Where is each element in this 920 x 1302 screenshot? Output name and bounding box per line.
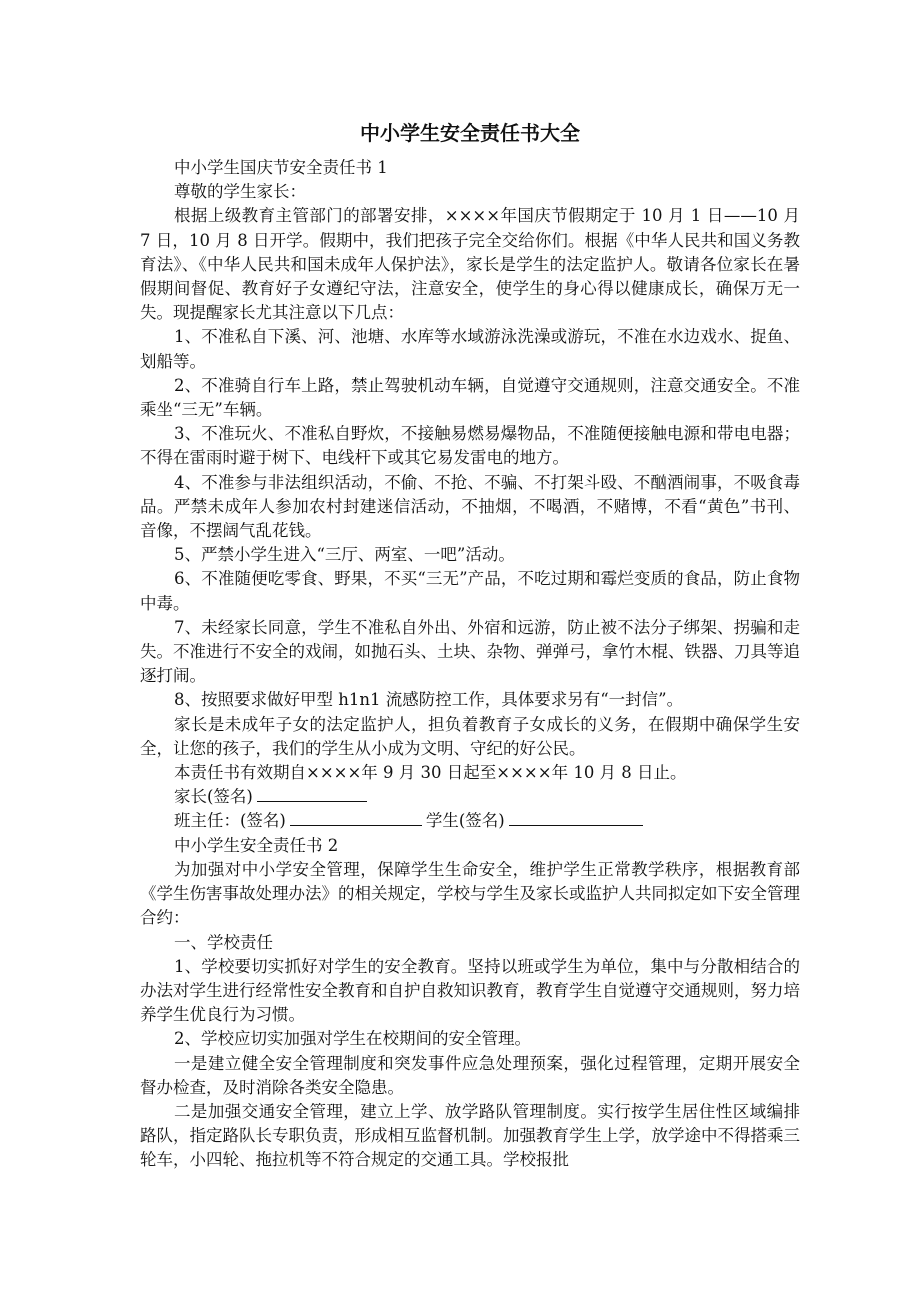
document-title: 中小学生安全责任书大全: [360, 121, 580, 145]
teacher-signature-label: 班主任：(签名): [174, 811, 286, 831]
parent-signature-line: [140, 785, 800, 809]
paragraph: 一是建立健全安全管理制度和突发事件应急处理预案，强化过程管理，定期开展安全督办检查，及时消除各类安全隐患。: [140, 1053, 800, 1097]
paragraph: 中小学生国庆节安全责任书 1: [174, 158, 388, 177]
paragraph: 一、学校责任: [174, 932, 273, 952]
paragraph: 7、未经家长同意，学生不准私自外出、外宿和远游，防止被不法分子绑架、拐骗和走失。不准进行不安全的戏闹，如抛石头、土块、杂物、弹弹弓，拿竹木棍、铁器、刀具等追逐打闹。: [140, 617, 800, 686]
student-signature-label: 学生(签名): [425, 811, 505, 831]
document-page: [140, 118, 800, 1173]
paragraph: 2、学校应切实加强对学生在校期间的安全管理。: [174, 1029, 531, 1049]
paragraph: 1、学校要切实抓好对学生的安全教育。坚持以班或学生为单位，集中与分散相结合的办法对学生进行经常性安全教育和自护自救知识教育，教育学生自觉遵守交通规则，努力培养学生优良行为习惯。: [140, 956, 800, 1025]
paragraph: 中小学生安全责任书 2: [174, 835, 339, 855]
parent-signature-label: 家长(签名): [174, 787, 253, 807]
paragraph: 为加强对中小学安全管理，保障学生生命安全，维护学生正常教学秩序，根据教育部《学生伤害事故处理办法》的相关规定，学校与学生及家长或监护人共同拟定如下安全管理合约：: [140, 859, 800, 928]
paragraph: 8、按照要求做好甲型 h1n1 流感防控工作，具体要求另有“一封信”。: [174, 690, 684, 710]
paragraph: 2、不准骑自行车上路，禁止驾驶机动车辆，自觉遵守交通规则，注意交通安全。不准乘坐“三无”车辆。: [140, 375, 800, 420]
paragraph: 5、严禁小学生进入“三厅、两室、一吧”活动。: [174, 545, 515, 565]
student-signature-blank[interactable]: [509, 809, 643, 826]
paragraph: 本责任书有效期自××××年 9 月 30 日起至××××年 10 月 8 日止。: [174, 763, 687, 783]
teacher-signature-blank[interactable]: [290, 809, 422, 826]
paragraph: 家长是未成年子女的法定监护人，担负着教育子女成长的义务，在假期中确保学生安全，让您的孩子，我们的学生从小成为文明、守纪的好公民。: [140, 714, 800, 758]
paragraph: 根据上级教育主管部门的部署安排，××××年国庆节假期定于 10 月 1 日——10 月 7 日，10 月 8 日开学。假期中，我们把孩子完全交给你们。根据《中华人民共和国义务教育法》、《中华人民共和国未成年人保护法》，家长是学生的法定监护人。敬请各位家长在暑假期间督促、教育好子女遵纪守法，注意安全，使学生的身心得以健康成长，确保万无一失。现提醒家长尤其注意以下几点：: [140, 206, 800, 323]
paragraph: 6、不准随便吃零食、野果，不买“三无”产品，不吃过期和霉烂变质的食品，防止食物中毒。: [140, 569, 800, 613]
parent-signature-blank[interactable]: [257, 785, 367, 802]
paragraph: 二是加强交通安全管理，建立上学、放学路队管理制度。实行按学生居住性区域编排路队，指定路队长专职负责，形成相互监督机制。加强教育学生上学，放学途中不得搭乘三轮车，小四轮、拖拉机等不符合规定的交通工具。学校报批: [140, 1101, 800, 1170]
paragraph: 尊敬的学生家长：: [174, 182, 306, 202]
paragraph: 3、不准玩火、不准私自野炊，不接触易燃易爆物品，不准随便接触电源和带电电器；不得在雷雨时避于树下、电线杆下或其它易发雷电的地方。: [140, 424, 800, 468]
teacher-student-signature-line: [140, 809, 800, 833]
paragraph: 1、不准私自下溪、河、池塘、水库等水域游泳洗澡或游玩，不准在水边戏水、捉鱼、划船等。: [140, 327, 800, 371]
paragraph: 4、不准参与非法组织活动，不偷、不抢、不骗、不打架斗殴、不酗酒闹事，不吸食毒品。严禁未成年人参加农村封建迷信活动，不抽烟，不喝酒，不赌博，不看“黄色”书刊、音像，不摆阔气乱花钱。: [140, 472, 800, 541]
